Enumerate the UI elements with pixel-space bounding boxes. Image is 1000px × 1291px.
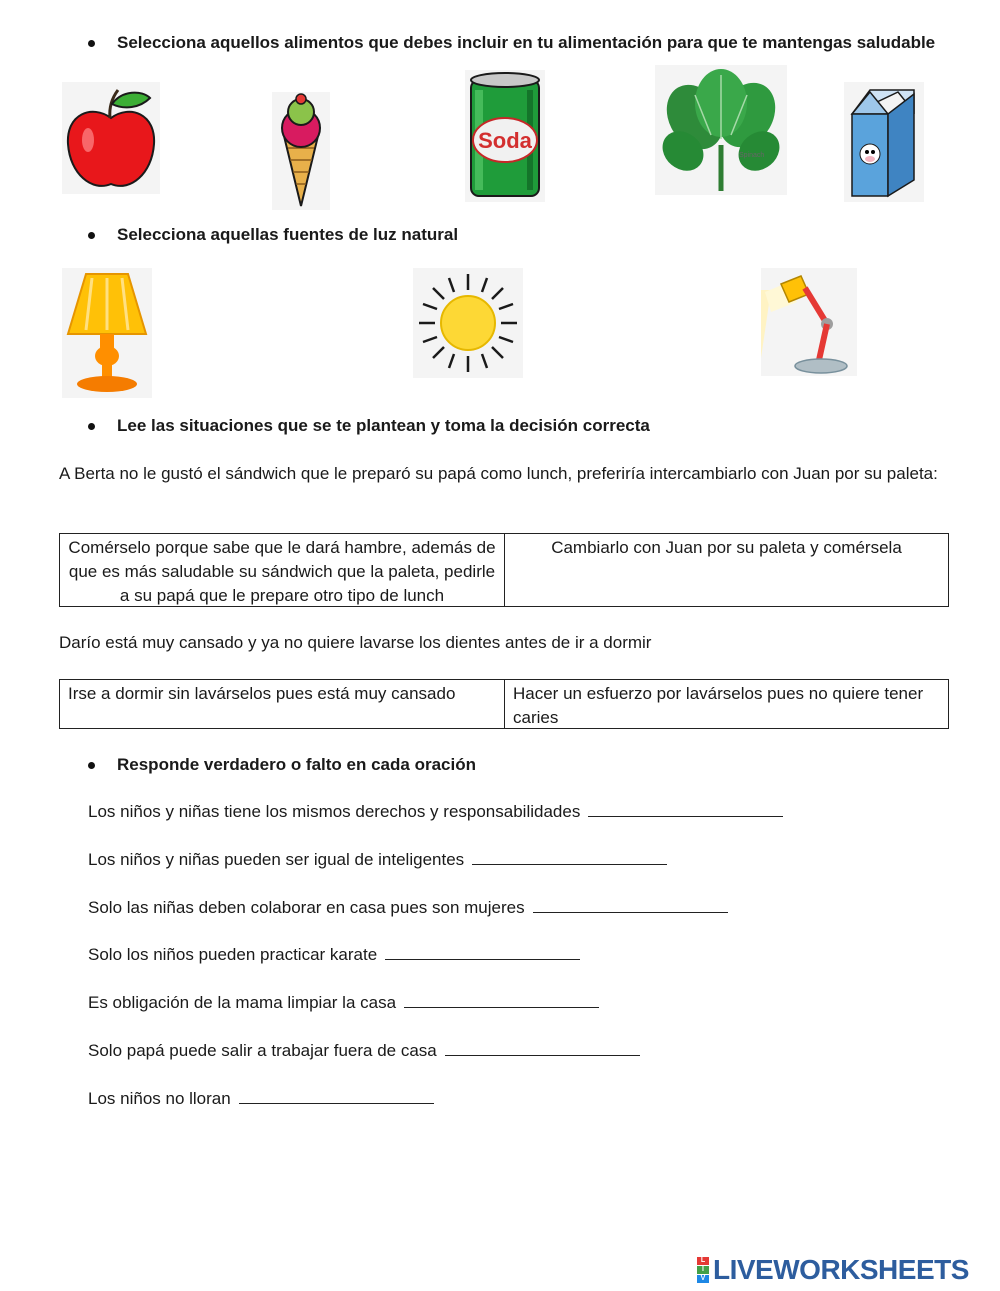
sun-icon[interactable] [413, 268, 523, 378]
answer-blank-3[interactable] [533, 898, 728, 913]
question-3: Solo las niñas deben colaborar en casa pues son mujeres [88, 898, 728, 918]
spinach-label: Spinach [739, 152, 765, 159]
situation-dario: Darío está muy cansado y ya no quiere lavarse los dientes antes de ir a dormir [59, 633, 652, 652]
ice-cream-icon[interactable] [272, 92, 330, 210]
question-4: Solo los niños pueden practicar karate [88, 945, 580, 965]
question-2: Los niños y niñas pueden ser igual de inteligentes [88, 850, 667, 870]
option-berta-a[interactable]: Comérselo porque sabe que le dará hambre, además de que es más saludable su sándwich que la paleta, pedirle a su papá que le prepare otro tipo de lunch [68, 538, 496, 605]
spinach-icon[interactable] [655, 65, 787, 195]
bullet-dot [88, 423, 95, 430]
option-dario-a[interactable]: Irse a dormir sin lavárselos pues está muy cansado [68, 684, 456, 703]
table-lamp-icon[interactable] [62, 268, 152, 398]
answer-blank-2[interactable] [472, 850, 667, 865]
answer-blank-4[interactable] [385, 945, 580, 960]
milk-carton-icon[interactable] [844, 82, 924, 202]
answer-blank-6[interactable] [445, 1041, 640, 1056]
question-6: Solo papá puede salir a trabajar fuera de casa [88, 1041, 640, 1061]
bullet-dot [88, 762, 95, 769]
soda-can-icon[interactable] [465, 70, 545, 202]
situation-dario-options [59, 679, 949, 729]
situation-berta: A Berta no le gustó el sándwich que le preparó su papá como lunch, preferiría intercambiarlo con Juan por su paleta: [59, 464, 938, 483]
desk-lamp-icon[interactable] [761, 268, 857, 376]
soda-label: Soda [478, 128, 532, 153]
option-berta-b[interactable]: Cambiarlo con Juan por su paleta y comérsela [504, 534, 948, 606]
answer-blank-1[interactable] [588, 802, 783, 817]
bullet-dot [88, 40, 95, 47]
question-5: Es obligación de la mama limpiar la casa [88, 993, 599, 1013]
answer-blank-7[interactable] [239, 1089, 434, 1104]
question-1: Los niños y niñas tiene los mismos derechos y responsabilidades [88, 802, 783, 822]
logo-text: LIVEWORKSHEETS [713, 1254, 969, 1285]
apple-icon[interactable] [62, 82, 160, 194]
bullet-dot [88, 232, 95, 239]
liveworksheets-logo [697, 1255, 969, 1285]
option-dario-b[interactable]: Hacer un esfuerzo por lavárselos pues no quiere tener caries [504, 680, 948, 728]
logo-blocks-icon: L I V [697, 1257, 709, 1283]
answer-blank-5[interactable] [404, 993, 599, 1008]
question-7: Los niños no lloran [88, 1089, 434, 1109]
situation-berta-options [59, 533, 949, 607]
